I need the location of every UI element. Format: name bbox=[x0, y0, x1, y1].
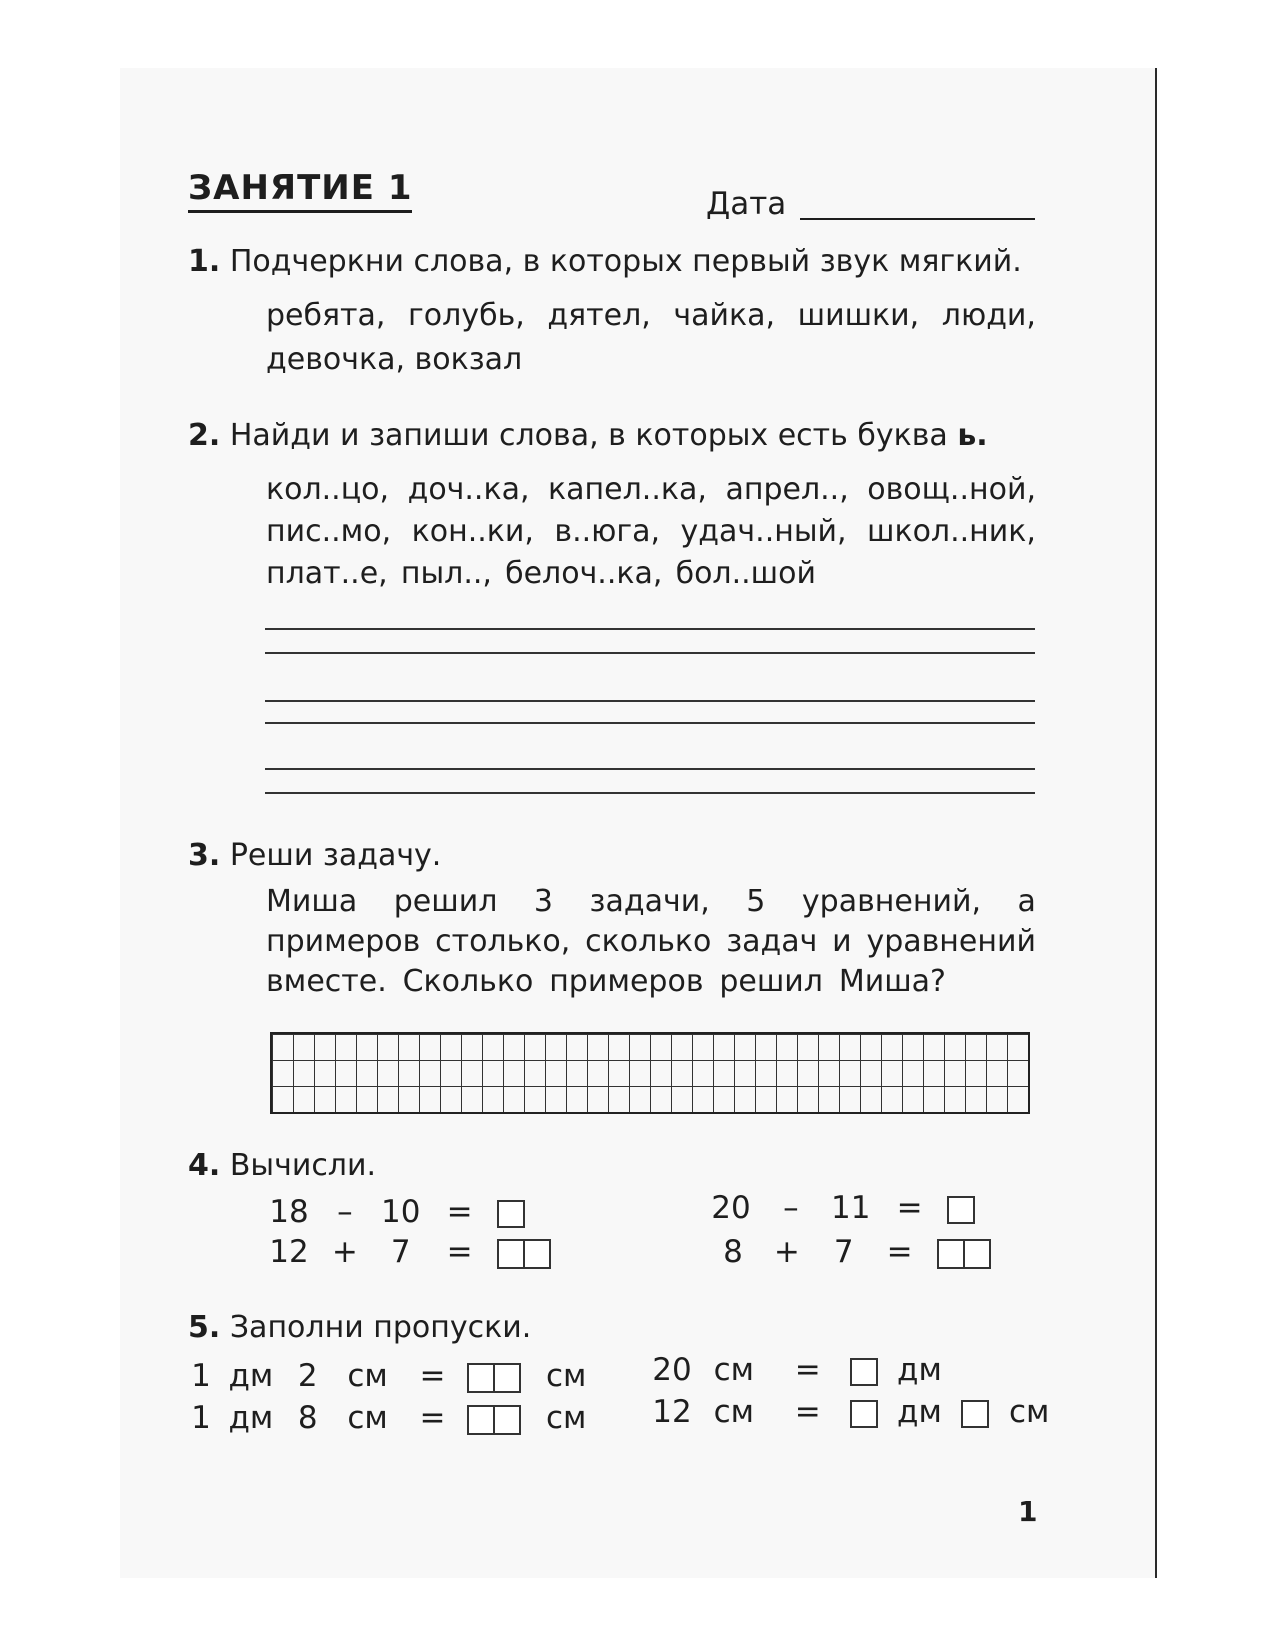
equals: = bbox=[446, 1194, 473, 1230]
unit: см bbox=[713, 1352, 755, 1388]
word: в..юга, bbox=[554, 514, 661, 549]
lesson-title: ЗАНЯТИЕ 1 bbox=[188, 168, 412, 213]
value: 12 bbox=[652, 1394, 692, 1430]
task3-problem-line3 bbox=[266, 964, 946, 999]
expression-4 bbox=[718, 1234, 991, 1270]
word: уравнений, bbox=[801, 884, 981, 919]
word: вместе. bbox=[266, 964, 387, 999]
equals: = bbox=[446, 1234, 473, 1270]
word: белоч..ка, bbox=[505, 556, 663, 591]
equals: = bbox=[794, 1394, 821, 1430]
date-label: Дата bbox=[706, 186, 787, 222]
unit: см bbox=[1008, 1394, 1050, 1430]
answer-line[interactable] bbox=[265, 628, 1035, 630]
task5-text: Заполни пропуски. bbox=[229, 1310, 532, 1345]
operator: + bbox=[331, 1234, 358, 1270]
task3-number: 3. bbox=[188, 838, 221, 873]
task5-heading bbox=[188, 1310, 531, 1345]
operand: 7 bbox=[833, 1234, 854, 1270]
task2-letter: ь. bbox=[957, 418, 988, 453]
task2-text: Найди и запиши слова, в которых есть буква bbox=[229, 418, 958, 453]
word: бол..шой bbox=[675, 556, 816, 591]
task3-problem-line2 bbox=[266, 924, 1036, 959]
word: Миша bbox=[266, 884, 358, 919]
word: задач bbox=[726, 924, 818, 959]
conversion-3 bbox=[652, 1352, 951, 1388]
word: пыл.., bbox=[400, 556, 492, 591]
task1-words-line2 bbox=[266, 342, 522, 377]
task1-words-line1 bbox=[266, 298, 1036, 333]
task1-text: Подчеркни слова, в которых первый звук мягкий. bbox=[229, 244, 1022, 279]
expression-2 bbox=[268, 1234, 551, 1270]
word: капел..ка, bbox=[548, 472, 707, 507]
unit: дм bbox=[228, 1358, 274, 1394]
task2-words-line1 bbox=[266, 472, 1036, 507]
value: 2 bbox=[297, 1358, 318, 1394]
word: кол..цо, bbox=[266, 472, 390, 507]
word: сколько bbox=[585, 924, 712, 959]
word: овощ..ной, bbox=[867, 472, 1036, 507]
expression-1 bbox=[268, 1194, 525, 1230]
word: решил bbox=[719, 964, 823, 999]
task3-heading bbox=[188, 838, 441, 873]
word: уравнений bbox=[866, 924, 1036, 959]
conversion-4 bbox=[652, 1394, 1059, 1430]
task3-text: Реши задачу. bbox=[229, 838, 442, 873]
word: задачи, bbox=[589, 884, 710, 919]
operand: 8 bbox=[723, 1234, 743, 1270]
task5-number: 5. bbox=[188, 1310, 221, 1345]
word: апрел.., bbox=[725, 472, 849, 507]
word: 3 bbox=[533, 884, 553, 919]
answer-line[interactable] bbox=[265, 722, 1035, 724]
page-number: 1 bbox=[1018, 1495, 1038, 1528]
answer-box[interactable] bbox=[961, 1400, 989, 1428]
task2-heading bbox=[188, 418, 1038, 453]
word[interactable]: ребята, bbox=[266, 298, 386, 333]
value: 20 bbox=[652, 1352, 692, 1388]
word: и bbox=[832, 924, 852, 959]
answer-grid[interactable] bbox=[270, 1032, 1030, 1114]
operand: 20 bbox=[711, 1190, 751, 1226]
conversion-1 bbox=[188, 1358, 601, 1394]
operand: 10 bbox=[380, 1194, 421, 1230]
word: кон..ки, bbox=[411, 514, 534, 549]
unit: см bbox=[347, 1358, 388, 1394]
answer-box[interactable] bbox=[850, 1358, 878, 1386]
word: а bbox=[1017, 884, 1036, 919]
answer-line[interactable] bbox=[265, 768, 1035, 770]
equals: = bbox=[419, 1400, 446, 1436]
answer-line[interactable] bbox=[265, 792, 1035, 794]
word: столько, bbox=[435, 924, 571, 959]
operator: – bbox=[783, 1190, 799, 1226]
word: Миша? bbox=[838, 964, 946, 999]
task2-words-line3 bbox=[266, 556, 816, 591]
answer-box[interactable] bbox=[467, 1405, 521, 1435]
word[interactable]: дятел, bbox=[547, 298, 651, 333]
word: 5 bbox=[746, 884, 766, 919]
conversion-2 bbox=[188, 1400, 601, 1436]
equals: = bbox=[896, 1190, 923, 1226]
equals: = bbox=[886, 1234, 913, 1270]
page-sheet bbox=[120, 68, 1157, 1578]
equals: = bbox=[419, 1358, 446, 1394]
word[interactable]: вокзал bbox=[414, 342, 523, 377]
task1-number: 1. bbox=[188, 244, 221, 279]
task4-text: Вычисли. bbox=[229, 1148, 377, 1183]
task3-problem-line1 bbox=[266, 884, 1036, 919]
unit: см bbox=[713, 1394, 755, 1430]
word[interactable]: чайка, bbox=[673, 298, 776, 333]
unit: см bbox=[545, 1358, 587, 1394]
unit: дм bbox=[228, 1400, 274, 1436]
unit: см bbox=[545, 1400, 587, 1436]
answer-box[interactable] bbox=[467, 1363, 521, 1393]
answer-box[interactable] bbox=[947, 1196, 975, 1224]
word: решил bbox=[393, 884, 498, 919]
value: 1 bbox=[191, 1400, 211, 1436]
word: Сколько bbox=[402, 964, 534, 999]
answer-line[interactable] bbox=[265, 700, 1035, 702]
word: примеров bbox=[549, 964, 704, 999]
value: 1 bbox=[191, 1358, 211, 1394]
operand: 12 bbox=[269, 1234, 309, 1270]
word: пис..мо, bbox=[266, 514, 392, 549]
operator: – bbox=[337, 1194, 353, 1230]
word: плат..е, bbox=[266, 556, 388, 591]
answer-box[interactable] bbox=[497, 1200, 525, 1228]
unit: дм bbox=[897, 1394, 942, 1430]
value: 8 bbox=[297, 1400, 318, 1436]
task1-heading bbox=[188, 244, 1022, 279]
word: удач..ный, bbox=[680, 514, 847, 549]
unit: дм bbox=[897, 1352, 942, 1388]
equals: = bbox=[794, 1352, 821, 1388]
word[interactable]: девочка, bbox=[266, 342, 405, 377]
word[interactable]: голубь, bbox=[408, 298, 525, 333]
operand: 18 bbox=[269, 1194, 309, 1230]
date-input-line[interactable] bbox=[800, 218, 1035, 220]
word: доч..ка, bbox=[407, 472, 530, 507]
word: школ..ник, bbox=[867, 514, 1036, 549]
answer-box[interactable] bbox=[497, 1239, 551, 1269]
expression-3 bbox=[710, 1190, 975, 1226]
answer-box[interactable] bbox=[850, 1400, 878, 1428]
answer-line[interactable] bbox=[265, 652, 1035, 654]
operator: + bbox=[773, 1234, 800, 1270]
word: примеров bbox=[266, 924, 421, 959]
task4-heading bbox=[188, 1148, 376, 1183]
task2-number: 2. bbox=[188, 418, 221, 453]
word[interactable]: люди, bbox=[941, 298, 1036, 333]
operand: 11 bbox=[830, 1190, 871, 1226]
answer-box[interactable] bbox=[937, 1239, 991, 1269]
task2-words-line2 bbox=[266, 514, 1036, 549]
unit: см bbox=[347, 1400, 388, 1436]
task4-number: 4. bbox=[188, 1148, 221, 1183]
operand: 7 bbox=[390, 1234, 411, 1270]
word[interactable]: шишки, bbox=[797, 298, 920, 333]
